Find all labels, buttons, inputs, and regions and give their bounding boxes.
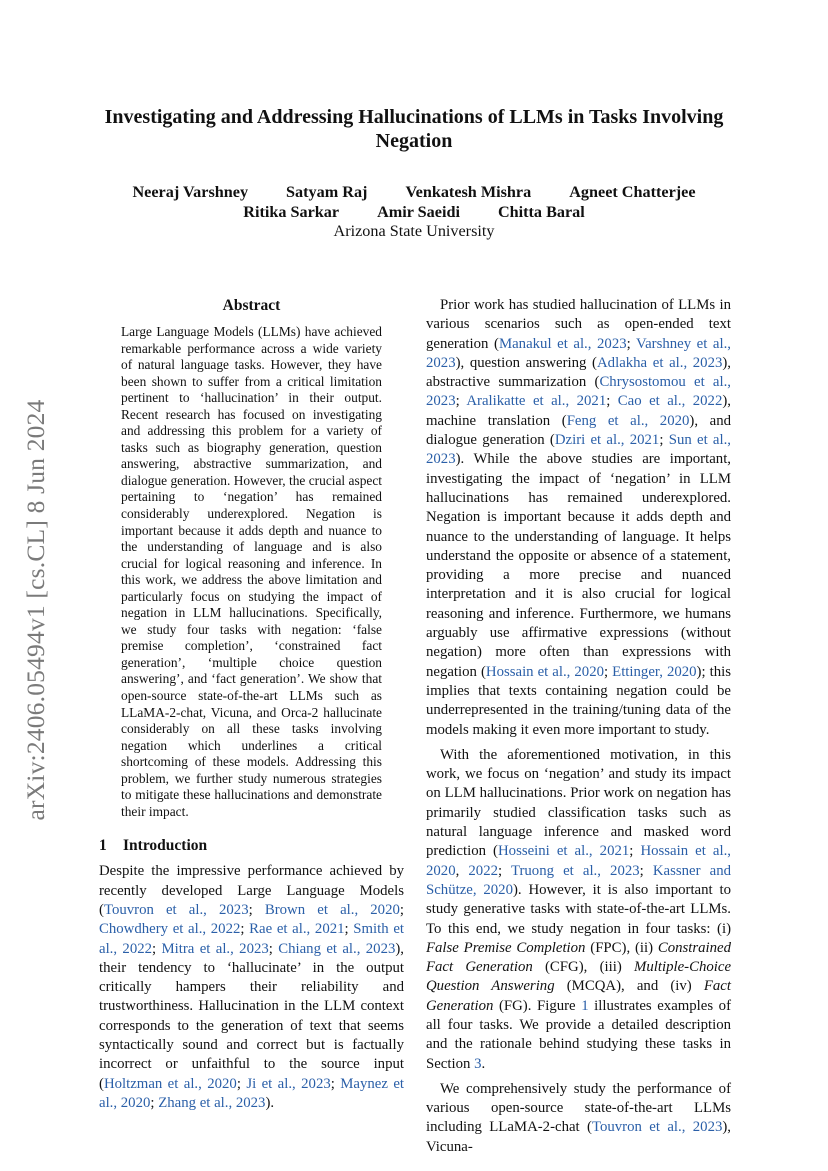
text-run: With the aforementioned motivation, in this work, we focus on ‘negation’ and study its impact on LLM hallucinations. Prior work on negation has primarily studied classification tasks such as natural language inference and masked word prediction ( [426, 746, 731, 860]
text-run: ), Vicuna- [426, 1119, 732, 1155]
abstract-heading: Abstract [222, 297, 281, 314]
text-run: ; [268, 940, 279, 957]
text-run: ; [659, 432, 669, 449]
right-column [426, 296, 731, 1157]
citation-link[interactable]: 3 [474, 1055, 482, 1072]
text-run: ; [626, 335, 637, 352]
text-run: ). While the above studies are important, investigating the impact of ‘negation’ in LLM hallucinations has remained underexplored. Negation is important because it adds depth and nuance to the understanding of language. It helps understand the opposite or absence of a statement, providing a more precise and nuanced interpretation and it is also crucial for logical reasoning and inference. Furthermore, we humans arguably use affirmative expressions (without negation) more often than expressions with negation ( [426, 451, 731, 680]
citation-link[interactable]: Ji et al., 2023 [246, 1075, 331, 1092]
author-list [100, 182, 728, 222]
section-heading-introduction [99, 836, 404, 856]
left-column [99, 296, 404, 1113]
text-run: ), and dialogue generation ( [426, 412, 731, 449]
text-run: ; [240, 921, 250, 938]
text-run: Prior work has studied hallucination of LLMs in various scenarios such as open-ended text generation ( [426, 297, 731, 352]
text-run: (MCQA), and (iv) [554, 978, 704, 995]
task-name: False Premise Completion [426, 939, 586, 956]
affiliation: Arizona State University [333, 222, 495, 240]
citation-link[interactable]: Chowdhery et al., 2022 [99, 921, 241, 938]
text-run: , [455, 862, 469, 879]
citation-link[interactable]: Aralikatte et al., 2021 [466, 393, 607, 410]
intro-paragraph-1 [99, 862, 404, 1113]
paper-title: Investigating and Addressing Hallucinations of LLMs in Tasks Involving Negation [104, 106, 724, 152]
author-name: Satyam Raj [286, 183, 368, 201]
citation-link[interactable]: Manakul et al., 2023 [498, 335, 627, 352]
text-run: illustrates examples of all four tasks. We provide a detailed description and the rationale behind studying these tasks in Section [426, 997, 731, 1072]
text-run: ; [344, 921, 354, 938]
task-name: Fact Generation [426, 978, 731, 1014]
citation-link[interactable]: Feng et al., 2020 [566, 412, 690, 429]
citation-link[interactable]: Chiang et al., 2023 [278, 940, 396, 957]
author-name: Chitta Baral [497, 203, 585, 221]
text-run: ; [399, 902, 405, 918]
citation-link[interactable]: Rae et al., 2021 [249, 921, 345, 938]
citation-link[interactable]: Kassner and Schütze, 2020 [426, 862, 732, 898]
author-name: Agneet Chatterjee [569, 183, 696, 201]
task-name: Multiple-Choice Question Answering [426, 959, 732, 995]
text-run: (FG). Figure [493, 997, 582, 1014]
author-name: Venkatesh Mishra [405, 183, 532, 201]
text-run: ; [639, 862, 653, 879]
author-name: Amir Saeidi [377, 203, 460, 221]
text-run: ; [498, 862, 511, 879]
text-run: ; [606, 393, 618, 410]
citation-link[interactable]: Brown et al., 2020 [264, 902, 400, 918]
citation-link[interactable]: Smith et al., 2022 [99, 921, 404, 957]
author-line-2 [100, 202, 728, 222]
citation-link[interactable]: 1 [581, 997, 589, 1014]
citation-link[interactable]: Holtzman et al., 2020 [103, 1075, 237, 1092]
text-run: ; [236, 1075, 247, 1092]
text-run: We comprehensively study the performance of various open-source state-of-the-art LLMs including LLaMA-2-chat ( [426, 1080, 731, 1136]
text-run: (FPC), (ii) [585, 939, 658, 956]
author-name: Neeraj Varshney [132, 183, 249, 201]
text-run: ), abstractive summarization ( [426, 354, 732, 391]
citation-link[interactable]: Maynez et al., 2020 [99, 1075, 404, 1111]
text-run: ; [330, 1075, 341, 1092]
text-run: ), question answering ( [455, 354, 597, 371]
text-run: ); this implies that texts containing negation could be underrepresented in the training/tuning data of the models making it even more important to study. [426, 663, 731, 738]
author-line-1 [100, 182, 728, 202]
text-run: ), their tendency to ‘hallucinate’ in the output critically hampers their reliability and trustworthiness. Hallucination in the LLM context corresponds to the generation of text that seems syntactically sound and correct but is factually incorrect or unfaithful to the source input ( [99, 940, 405, 1092]
text-run: ; [455, 393, 467, 410]
arxiv-watermark [18, 378, 54, 842]
citation-link[interactable]: Hossain et al., 2020 [426, 843, 731, 879]
text-run: Despite the impressive performance achieved by recently developed Large Language Models ( [99, 863, 404, 918]
task-name: Constrained Fact Generation [426, 939, 731, 976]
body-paragraph-motivation [426, 746, 731, 1074]
citation-link[interactable]: Hosseini et al., 2021 [497, 843, 630, 860]
text-run: (CFG), (iii) [532, 959, 635, 976]
citation-link[interactable]: Adlakha et al., 2023 [597, 354, 723, 371]
text-run: . [481, 1055, 486, 1072]
arxiv-identifier: arXiv:2406.05494v1 [cs.CL] 8 Jun 2024 [21, 399, 50, 821]
text-run: ). However, it is also important to study generative tasks with state-of-the-art LLMs. To this end, we study negation in four tasks: (i) [426, 881, 731, 937]
citation-link[interactable]: Varshney et al., 2023 [426, 335, 732, 371]
citation-link[interactable]: Sun et al., 2023 [426, 432, 732, 468]
section-title: Introduction [123, 837, 208, 855]
body-paragraph-prior-work [426, 296, 731, 740]
citation-link[interactable]: 2022 [468, 862, 498, 879]
citation-link[interactable]: Touvron et al., 2023 [103, 902, 249, 918]
text-run: ; [629, 843, 641, 860]
citation-link[interactable]: Zhang et al., 2023 [158, 1094, 266, 1111]
citation-link[interactable]: Hossain et al., 2020 [485, 663, 605, 680]
section-number: 1 [99, 837, 107, 855]
citation-link[interactable]: Touvron et al., 2023 [591, 1119, 723, 1136]
citation-link[interactable]: Mitra et al., 2023 [161, 940, 269, 957]
citation-link[interactable]: Chrysostomou et al., 2023 [426, 374, 731, 410]
text-run: ; [248, 902, 265, 918]
author-name: Ritika Sarkar [243, 203, 340, 221]
citation-link[interactable]: Dziri et al., 2021 [554, 432, 660, 449]
citation-link[interactable]: Cao et al., 2022 [617, 393, 723, 410]
abstract-text: Large Language Models (LLMs) have achieved remarkable performance across a wide variety of natural language tasks. However, they have been shown to suffer from a critical limitation pertinent to ‘hallucination’ in their output. Recent research has focused on investigating and addressing this problem for a variety of tasks such as biography generation, question answering, abstractive summarization, and dialogue generation. However, the crucial aspect pertaining to ‘negation’ has remained considerably underexplored. Negation is important because it adds depth and nuance to the understanding of language and is also crucial for logical reasoning and inference. In this work, we address the above limitation and particularly focus on studying the impact of negation in LLM hallucinations. Specifically, we study four tasks with negation: ‘false premise completion’, ‘constrained fact generation’, ‘multiple choice question answering’, and ‘fact generation’. We show that open-source state-of-the-art LLMs such as LLaMA-2-chat, Vicuna, and Orca-2 hallucinate considerably on all these tasks involving negation which underlines a critical shortcoming of these models. Addressing this problem, we further study numerous strategies to mitigate these hallucinations and demonstrate their impact. [121, 324, 382, 819]
citation-link[interactable]: Truong et al., 2023 [510, 862, 640, 879]
text-run: ). [265, 1094, 275, 1111]
citation-link[interactable]: Ettinger, 2020 [612, 663, 697, 680]
body-paragraph-study [426, 1080, 731, 1157]
text-run: ; [152, 940, 162, 957]
text-run: ; [150, 1094, 159, 1111]
text-run: ; [604, 663, 613, 680]
text-run: ), machine translation ( [426, 393, 731, 429]
